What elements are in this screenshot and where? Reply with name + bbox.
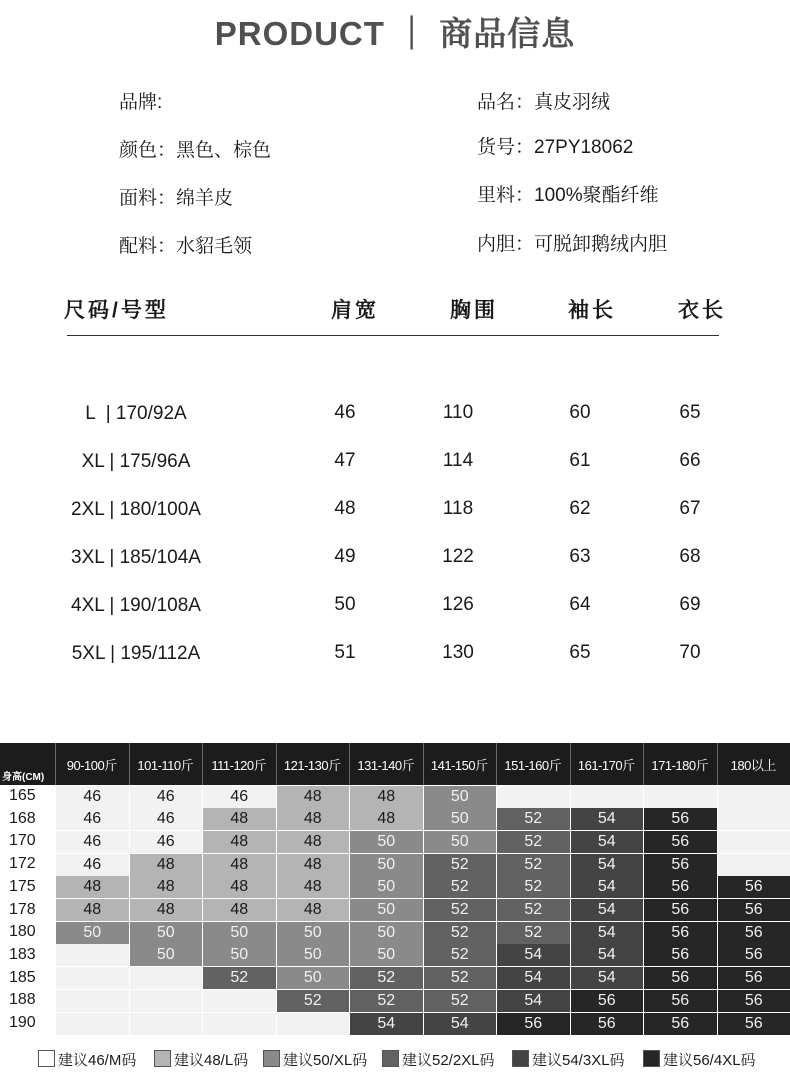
chart-size-cell: 54 [424,1013,497,1035]
chart-size-cell: 52 [497,876,570,898]
chart-size-cell: 48 [277,808,350,830]
chart-size-cell: 48 [277,831,350,853]
chart-size-cell: 48 [277,876,350,898]
chart-size-cell: 50 [130,944,203,966]
size-value-cell: 48 [334,498,356,519]
size-value-cell: 50 [334,594,356,615]
chart-size-cell [130,990,203,1012]
size-value-cell: 68 [679,546,701,567]
chart-corner-label: 身高(CM) [2,772,45,783]
chart-size-cell: 56 [644,831,717,853]
chart-size-cell [571,786,644,808]
chart-size-cell: 50 [350,899,423,921]
size-value-cell: 63 [569,546,591,567]
info-label: 面料： [119,188,177,209]
chart-size-cell: 48 [277,899,350,921]
chart-weight-header: 151-160斤 [496,743,570,785]
legend-swatch [382,1050,399,1067]
chart-size-cell: 52 [424,922,497,944]
chart-corner [0,743,55,785]
chart-size-cell [277,1013,350,1035]
chart-size-cell: 50 [277,967,350,989]
chart-size-cell: 56 [571,990,644,1012]
chart-legend [0,1049,790,1073]
chart-size-cell: 54 [571,808,644,830]
chart-height-label: 180 [0,921,55,943]
chart-size-cell [130,1013,203,1035]
chart-size-cell [56,967,129,989]
chart-size-cell: 54 [571,922,644,944]
chart-size-cell [497,786,570,808]
size-value-cell: 46 [334,402,356,423]
size-value-cell: 66 [679,450,701,471]
chart-size-cell: 50 [130,922,203,944]
chart-weight-header: 131-140斤 [349,743,423,785]
chart-size-cell: 56 [718,1013,790,1035]
chart-height-label: 178 [0,899,55,921]
chart-size-cell: 52 [277,990,350,1012]
chart-weight-header: 171-180斤 [643,743,717,785]
chart-size-cell: 46 [130,831,203,853]
size-header-length: 衣长 [678,299,726,322]
info-fabric [119,183,233,210]
chart-size-cell: 46 [130,786,203,808]
size-value-cell: 60 [569,402,591,423]
legend-swatch [643,1050,660,1067]
info-value: 可脱卸鹅绒内胆 [534,234,668,255]
info-value: 水貂毛领 [176,236,253,257]
chart-size-cell: 48 [277,854,350,876]
legend-label: 建议54/3XL码 [532,1052,625,1069]
chart-size-cell: 48 [203,899,276,921]
info-label: 配料： [119,236,177,257]
chart-size-cell: 50 [277,922,350,944]
size-value-cell: 65 [679,402,701,423]
size-label-cell: 5XL | 195/112A [71,643,201,664]
chart-size-cell: 56 [718,944,790,966]
chart-size-cell: 54 [571,831,644,853]
size-label-cell: 4XL | 190/108A [71,595,201,616]
size-header-sleeve: 袖长 [568,299,616,322]
chart-size-cell [718,854,790,876]
info-value: 真皮羽绒 [534,92,611,113]
chart-size-cell: 52 [497,854,570,876]
chart-size-cell: 48 [56,899,129,921]
chart-size-cell: 56 [644,808,717,830]
info-label: 品名： [477,92,535,113]
chart-size-cell: 48 [130,854,203,876]
chart-header-divider [717,743,718,785]
chart-header-divider [202,743,203,785]
chart-size-cell: 48 [203,854,276,876]
size-value-cell: 110 [442,402,474,423]
chart-size-cell: 48 [350,786,423,808]
info-label: 里料： [477,185,535,206]
legend-label: 建议56/4XL码 [663,1052,756,1069]
info-inner [477,229,667,256]
chart-size-cell: 54 [571,854,644,876]
size-value-cell: 130 [442,642,474,663]
chart-size-cell: 52 [497,899,570,921]
chart-size-cell: 54 [497,990,570,1012]
chart-size-cell: 54 [350,1013,423,1035]
chart-size-cell [56,944,129,966]
chart-size-cell: 56 [497,1013,570,1035]
chart-size-cell: 52 [350,967,423,989]
size-value-cell: 61 [569,450,591,471]
chart-size-cell: 48 [130,876,203,898]
info-value: 27PY18062 [534,137,634,158]
chart-header-divider [276,743,277,785]
chart-size-cell: 52 [424,854,497,876]
size-value-cell: 69 [679,594,701,615]
chart-size-cell: 48 [203,808,276,830]
chart-size-cell: 52 [424,967,497,989]
size-value-cell: 64 [569,594,591,615]
info-product-name [477,87,610,114]
chart-size-cell: 50 [350,944,423,966]
chart-size-cell [56,1013,129,1035]
chart-size-cell [203,1013,276,1035]
chart-size-cell: 56 [718,967,790,989]
info-label: 品牌: [119,92,163,113]
size-value-cell: 67 [679,498,701,519]
chart-size-cell: 52 [497,922,570,944]
size-label-cell: XL | 175/96A [81,451,191,472]
size-value-cell: 118 [442,498,474,519]
size-value-cell: 122 [442,546,474,567]
chart-size-cell: 50 [277,944,350,966]
header-divider [67,335,719,336]
chart-size-cell: 46 [130,808,203,830]
chart-size-cell: 46 [56,808,129,830]
info-color [119,135,271,162]
chart-size-cell: 48 [350,808,423,830]
chart-size-cell: 50 [56,922,129,944]
chart-size-cell: 46 [56,831,129,853]
info-brand [119,87,162,114]
chart-size-cell: 56 [644,967,717,989]
size-value-cell: 114 [442,450,474,471]
legend-label: 建议52/2XL码 [402,1052,495,1069]
chart-size-cell [56,990,129,1012]
chart-size-cell [718,786,790,808]
chart-size-cell: 50 [350,854,423,876]
info-value: 黑色、棕色 [176,140,272,161]
chart-size-cell [203,990,276,1012]
chart-size-cell: 48 [203,831,276,853]
page-title: PRODUCT ｜ 商品信息 [214,15,576,52]
chart-size-cell [130,967,203,989]
chart-size-cell: 54 [497,944,570,966]
info-label: 内胆： [477,234,535,255]
chart-height-label: 183 [0,944,55,966]
chart-size-cell: 48 [203,876,276,898]
chart-size-cell: 46 [56,854,129,876]
size-value-cell: 51 [334,642,356,663]
chart-size-cell: 54 [497,967,570,989]
chart-size-cell: 56 [644,876,717,898]
chart-header-divider [496,743,497,785]
chart-height-label: 175 [0,876,55,898]
size-value-cell: 47 [334,450,356,471]
chart-size-cell: 52 [497,831,570,853]
chart-header-divider [643,743,644,785]
legend-label: 建议48/L码 [174,1052,249,1069]
size-value-cell: 62 [569,498,591,519]
chart-size-cell [644,786,717,808]
chart-height-label: 168 [0,808,55,830]
chart-height-label: 170 [0,830,55,852]
size-value-cell: 65 [569,642,591,663]
size-label-cell: 3XL | 185/104A [71,547,201,568]
legend-swatch [263,1050,280,1067]
chart-weight-header: 161-170斤 [570,743,644,785]
size-header-chest: 胸围 [450,299,498,322]
info-label: 颜色： [119,140,177,161]
size-label-cell: L | 170/92A [85,403,187,424]
chart-weight-header: 111-120斤 [202,743,276,785]
chart-size-cell: 56 [718,876,790,898]
info-value: 绵羊皮 [176,188,234,209]
size-value-cell: 126 [442,594,474,615]
chart-header-divider [55,743,56,785]
chart-size-cell: 52 [497,808,570,830]
chart-size-cell: 56 [644,990,717,1012]
info-lining [477,180,659,207]
chart-size-cell: 52 [203,967,276,989]
chart-header-divider [570,743,571,785]
chart-height-label: 172 [0,853,55,875]
chart-size-cell: 52 [424,944,497,966]
chart-size-cell: 54 [571,876,644,898]
chart-height-label: 165 [0,785,55,807]
chart-size-cell: 52 [424,990,497,1012]
legend-swatch [38,1050,55,1067]
chart-size-cell: 50 [424,786,497,808]
chart-weight-header: 90-100斤 [55,743,129,785]
chart-size-cell: 56 [718,990,790,1012]
chart-size-cell: 56 [644,944,717,966]
chart-size-cell [718,808,790,830]
size-label-cell: 2XL | 180/100A [71,499,201,520]
chart-size-cell: 56 [644,854,717,876]
chart-size-cell: 56 [718,899,790,921]
info-trim [119,231,252,258]
chart-size-cell: 48 [56,876,129,898]
size-header-size: 尺码/号型 [64,299,169,322]
chart-weight-header: 121-130斤 [276,743,350,785]
chart-size-cell: 48 [277,786,350,808]
chart-header-divider [423,743,424,785]
chart-size-cell: 48 [130,899,203,921]
size-value-cell: 70 [679,642,701,663]
chart-size-cell: 52 [424,876,497,898]
chart-size-cell: 52 [350,990,423,1012]
chart-size-cell: 56 [644,1013,717,1035]
chart-weight-header: 141-150斤 [423,743,497,785]
chart-size-cell: 46 [203,786,276,808]
chart-height-label: 185 [0,967,55,989]
legend-swatch [154,1050,171,1067]
chart-size-cell: 56 [571,1013,644,1035]
chart-size-cell: 50 [424,831,497,853]
chart-weight-header: 180以上 [717,743,790,785]
size-value-cell: 49 [334,546,356,567]
chart-size-cell: 56 [718,922,790,944]
info-label: 货号： [477,137,535,158]
chart-weight-header: 101-110斤 [129,743,203,785]
chart-size-cell: 50 [424,808,497,830]
chart-size-cell: 46 [56,786,129,808]
chart-size-cell: 54 [571,944,644,966]
chart-size-cell: 52 [424,899,497,921]
chart-size-cell: 50 [350,831,423,853]
legend-swatch [512,1050,529,1067]
chart-size-cell: 50 [203,922,276,944]
chart-size-cell: 50 [350,876,423,898]
chart-size-cell: 54 [571,967,644,989]
size-header-shoulder: 肩宽 [331,299,379,322]
chart-height-label: 188 [0,989,55,1011]
chart-size-cell: 54 [571,899,644,921]
chart-size-cell: 50 [350,922,423,944]
chart-header-divider [129,743,130,785]
info-item-number [477,132,633,159]
chart-size-cell: 50 [203,944,276,966]
chart-size-cell [718,831,790,853]
legend-label: 建议50/XL码 [283,1052,368,1069]
chart-size-cell: 56 [644,899,717,921]
chart-size-cell: 56 [644,922,717,944]
chart-header-divider [349,743,350,785]
size-recommendation-chart [0,743,790,1035]
legend-label: 建议46/M码 [58,1052,137,1069]
info-value: 100%聚酯纤维 [534,185,659,206]
chart-height-label: 190 [0,1012,55,1034]
